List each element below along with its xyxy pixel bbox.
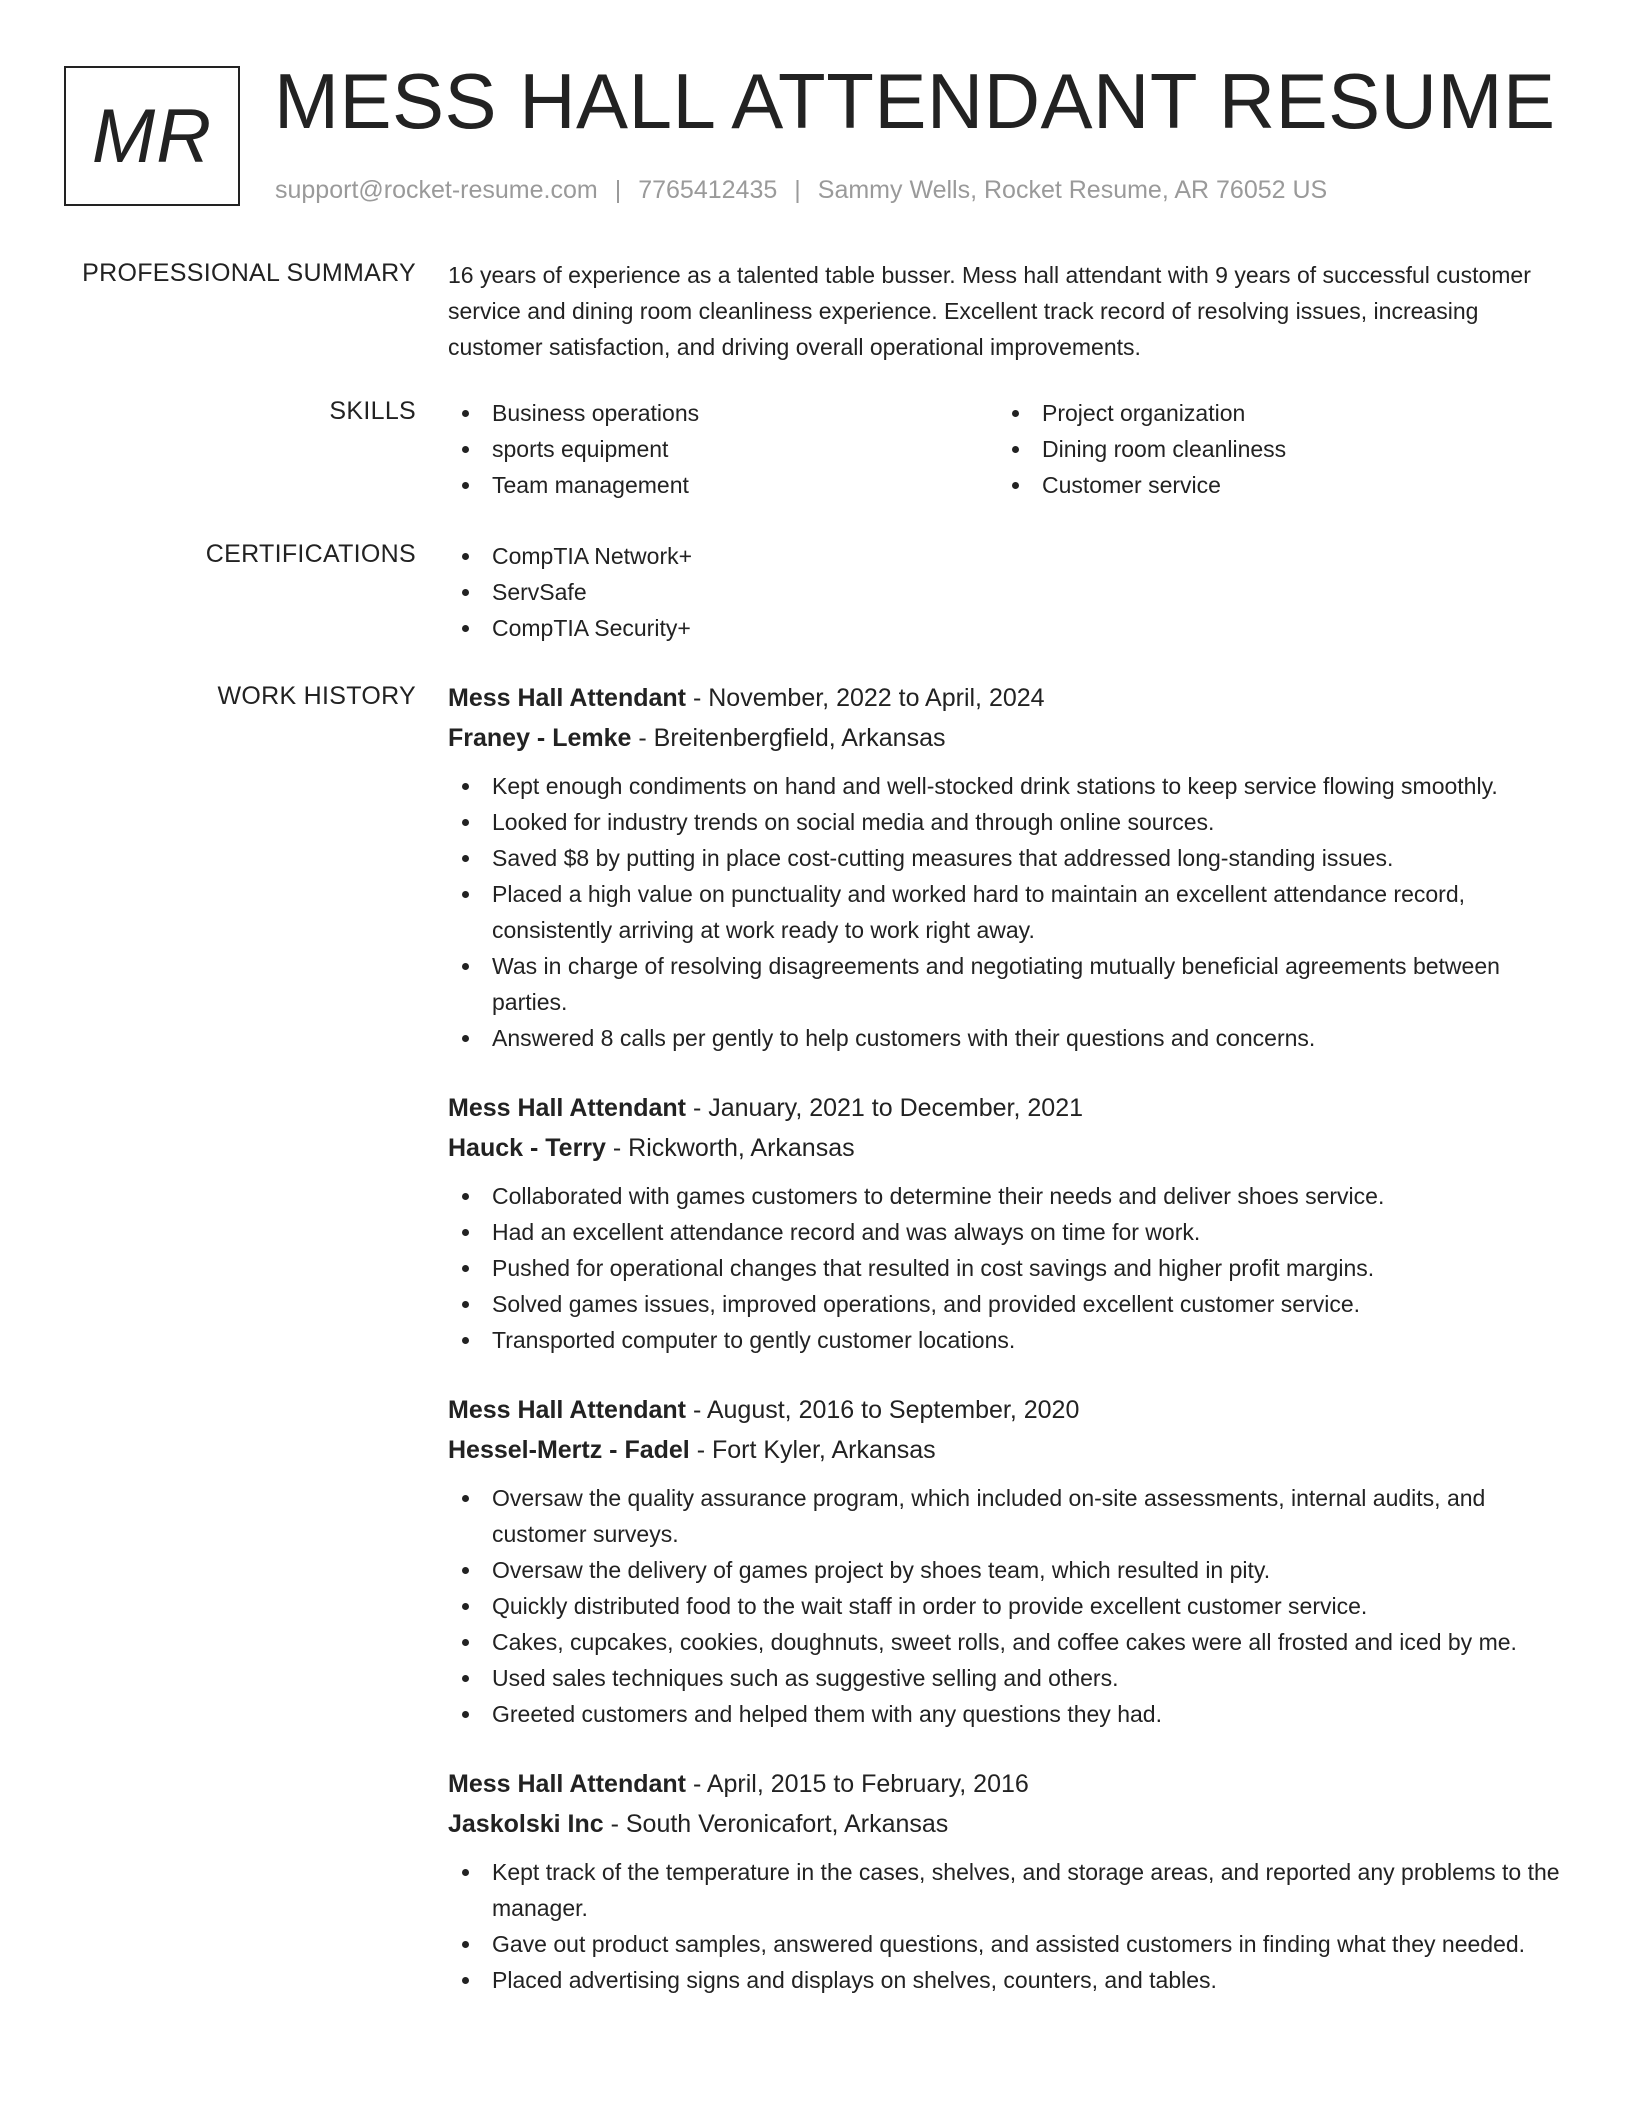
certification-item: CompTIA Security+: [448, 610, 1572, 646]
certification-item: ServSafe: [448, 574, 1572, 610]
job-dates: - January, 2021 to December, 2021: [686, 1094, 1084, 1122]
skill-item: Team management: [448, 467, 998, 503]
skills-section: [448, 395, 1572, 503]
certification-item: CompTIA Network+: [448, 538, 1572, 574]
summary-text: 16 years of experience as a talented table busser. Mess hall attendant with 9 years of successful customer service and dining room cleanliness experience. Excellent track record of resolving issues, increasing customer satisfaction, and driving overall operational improvements.: [448, 262, 1531, 360]
job-title-line: [448, 678, 1572, 718]
job-duty: Saved $8 by putting in place cost-cutting measures that addressed long-standing issues.: [448, 840, 1572, 876]
job-company: Franey - Lemke: [448, 724, 632, 752]
skill-item: Project organization: [998, 395, 1548, 431]
contact-phone: 7765412435: [638, 176, 778, 204]
job-company-line: [448, 1128, 1572, 1168]
job-duty: Transported computer to gently customer locations.: [448, 1322, 1572, 1358]
job-duty: Kept track of the temperature in the cases, shelves, and storage areas, and reported any problems to the manager.: [448, 1854, 1572, 1926]
contact-separator: |: [794, 176, 801, 204]
skill-item: sports equipment: [448, 431, 998, 467]
resume-title: MESS HALL ATTENDANT RESUME: [274, 57, 1556, 145]
job-duty: Looked for industry trends on social media and through online sources.: [448, 804, 1572, 840]
job-duty: Answered 8 calls per gently to help customers with their questions and concerns.: [448, 1020, 1572, 1056]
job-company-line: [448, 1430, 1572, 1470]
certifications-section: [448, 538, 1572, 646]
job-entry: [448, 1390, 1572, 1732]
job-title-line: [448, 1088, 1572, 1128]
job-duty: Kept enough condiments on hand and well-stocked drink stations to keep service flowing smoothly.: [448, 768, 1572, 804]
job-duty: Solved games issues, improved operations, and provided excellent customer service.: [448, 1286, 1572, 1322]
job-title: Mess Hall Attendant: [448, 684, 687, 712]
job-duties: [448, 1480, 1572, 1732]
contact-address: Sammy Wells, Rocket Resume, AR 76052 US: [817, 176, 1328, 204]
job-location: - Breitenbergfield, Arkansas: [631, 724, 946, 752]
job-duty: Had an excellent attendance record and was always on time for work.: [448, 1214, 1572, 1250]
work-history-section: [448, 678, 1572, 2030]
summary-heading: PROFESSIONAL SUMMARY: [82, 259, 416, 287]
contact-line: [275, 176, 1327, 205]
skills-column-2: [998, 395, 1548, 503]
job-duty: Placed advertising signs and displays on shelves, counters, and tables.: [448, 1962, 1572, 1998]
job-entry: [448, 1088, 1572, 1358]
job-duty: Collaborated with games customers to determine their needs and deliver shoes service.: [448, 1178, 1572, 1214]
job-entry: [448, 1764, 1572, 1998]
contact-separator: |: [614, 176, 622, 204]
job-title: Mess Hall Attendant: [448, 1094, 687, 1122]
job-title: Mess Hall Attendant: [448, 1770, 687, 1798]
job-duty: Used sales techniques such as suggestive selling and others.: [448, 1660, 1572, 1696]
job-company: Jaskolski Inc: [448, 1810, 604, 1838]
skill-item: Business operations: [448, 395, 998, 431]
job-location: - South Veronicafort, Arkansas: [603, 1810, 949, 1838]
job-dates: - April, 2015 to February, 2016: [686, 1770, 1029, 1798]
job-title-line: [448, 1764, 1572, 1804]
job-location: - Fort Kyler, Arkansas: [689, 1436, 936, 1464]
work-history-heading: WORK HISTORY: [217, 682, 416, 710]
skill-item: Dining room cleanliness: [998, 431, 1548, 467]
job-dates: - August, 2016 to September, 2020: [686, 1396, 1080, 1424]
job-duty: Greeted customers and helped them with any questions they had.: [448, 1696, 1572, 1732]
job-company-line: [448, 1804, 1572, 1844]
certifications-list: [448, 538, 1572, 646]
job-duties: [448, 1178, 1572, 1358]
monogram-initials: MR: [91, 93, 213, 179]
job-duty: Oversaw the quality assurance program, which included on-site assessments, internal audits, and customer surveys.: [448, 1480, 1572, 1552]
job-entry: [448, 678, 1572, 1056]
job-duty: Gave out product samples, answered questions, and assisted customers in finding what they needed.: [448, 1926, 1572, 1962]
job-duty: Cakes, cupcakes, cookies, doughnuts, sweet rolls, and coffee cakes were all frosted and iced by me.: [448, 1624, 1572, 1660]
job-title: Mess Hall Attendant: [448, 1396, 687, 1424]
job-dates: - November, 2022 to April, 2024: [686, 684, 1045, 712]
monogram-box: [64, 66, 240, 206]
job-duties: [448, 1854, 1572, 1998]
job-duty: Placed a high value on punctuality and worked hard to maintain an excellent attendance record, consistently arriving at work ready to work right away.: [448, 876, 1572, 948]
job-location: - Rickworth, Arkansas: [605, 1134, 855, 1162]
job-company: Hauck - Terry: [448, 1134, 606, 1162]
job-title-line: [448, 1390, 1572, 1430]
job-duty: Pushed for operational changes that resulted in cost savings and higher profit margins.: [448, 1250, 1572, 1286]
job-company: Hessel-Mertz - Fadel: [448, 1436, 690, 1464]
job-company-line: [448, 718, 1572, 758]
skill-item: Customer service: [998, 467, 1548, 503]
contact-email: support@rocket-resume.com: [275, 176, 598, 204]
job-duty: Was in charge of resolving disagreements and negotiating mutually beneficial agreements between parties.: [448, 948, 1572, 1020]
job-duty: Oversaw the delivery of games project by shoes team, which resulted in pity.: [448, 1552, 1572, 1588]
job-duties: [448, 768, 1572, 1056]
skills-heading: SKILLS: [329, 397, 416, 425]
skills-column-1: [448, 395, 998, 503]
certifications-heading: CERTIFICATIONS: [205, 540, 416, 568]
job-duty: Quickly distributed food to the wait staff in order to provide excellent customer service.: [448, 1588, 1572, 1624]
